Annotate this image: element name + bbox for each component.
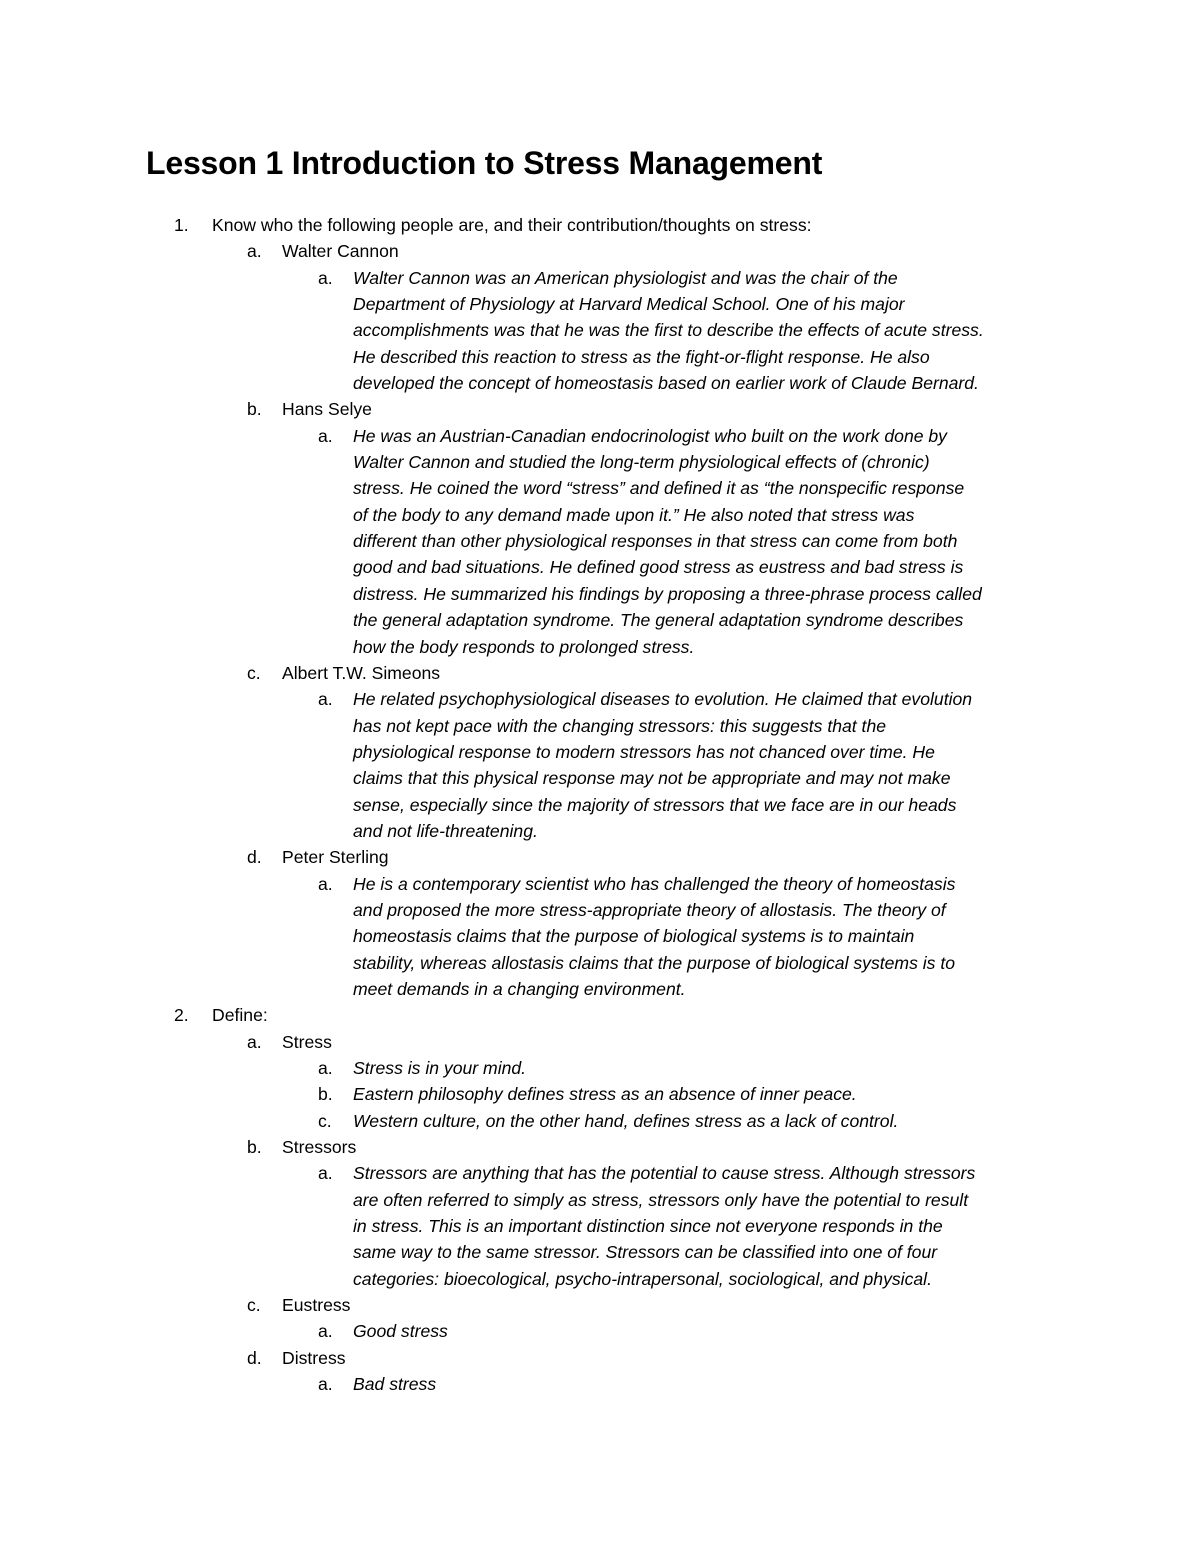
answer-line-text: sense, especially since the majority of stressors that we face are in our heads xyxy=(353,794,957,815)
section-item-text: Define: xyxy=(212,1005,268,1026)
answer-line-text: and not life-threatening. xyxy=(353,820,538,841)
answer-line xyxy=(0,1187,1200,1213)
list-marker: 1. xyxy=(174,215,189,235)
term-heading-text: Albert T.W. Simeons xyxy=(282,662,441,683)
term-heading-text: Peter Sterling xyxy=(282,847,389,868)
list-marker: 2. xyxy=(174,1005,189,1026)
list-marker: b. xyxy=(318,1084,333,1105)
answer-line-text: same way to the same stressor. Stressors can be classified into one of four xyxy=(353,1242,938,1263)
answer-line xyxy=(0,344,1200,370)
list-marker: c. xyxy=(247,1295,261,1316)
list-marker: a. xyxy=(318,1321,333,1342)
answer-line-text: are often referred to simply as stress, stressors only have the potential to result xyxy=(353,1189,969,1210)
term-heading xyxy=(0,844,1200,870)
term-heading-text: Stressors xyxy=(282,1137,357,1158)
answer-line-text: claims that this physical response may not be appropriate and may not make xyxy=(353,768,951,789)
answer-item-text: Good stress xyxy=(353,1321,448,1342)
answer-line xyxy=(0,1213,1200,1239)
answer-line-text: stability, whereas allostasis claims that the purpose of biological systems is to xyxy=(353,952,956,973)
term-heading-text: Distress xyxy=(282,1347,346,1368)
answer-line-text: homeostasis claims that the purpose of biological systems is to maintain xyxy=(353,926,915,947)
answer-line-text: stress. He coined the word “stress” and defined it as “the nonspecific response xyxy=(353,478,965,499)
answer-line xyxy=(0,765,1200,791)
answer-line-text: categories: bioecological, psycho-intrapersonal, sociological, and physical. xyxy=(353,1268,932,1289)
list-marker: a. xyxy=(318,1374,333,1395)
answer-line-text: accomplishments was that he was the first to describe the effects of acute stress. xyxy=(353,320,984,341)
answer-item xyxy=(0,1108,1200,1134)
answer-line-text: of the body to any demand made upon it.” He also noted that stress was xyxy=(353,504,915,525)
answer-item-text: Eastern philosophy defines stress as an absence of inner peace. xyxy=(353,1084,857,1105)
answer-item xyxy=(0,423,1200,449)
answer-line xyxy=(0,528,1200,554)
answer-line-text: in stress. This is an important distinction since not everyone responds in the xyxy=(353,1216,943,1237)
list-marker: a. xyxy=(247,1031,262,1052)
answer-line-text: Walter Cannon and studied the long-term physiological effects of (chronic) xyxy=(353,452,930,473)
list-marker: c. xyxy=(247,662,261,683)
answer-line xyxy=(0,976,1200,1002)
list-marker: a. xyxy=(318,689,333,710)
answer-line xyxy=(0,1239,1200,1265)
answer-line-text: distress. He summarized his findings by proposing a three-phrase process called xyxy=(353,583,982,604)
answer-line xyxy=(0,818,1200,844)
list-marker: a. xyxy=(318,1163,333,1184)
term-heading xyxy=(0,1292,1200,1318)
answer-line xyxy=(0,1266,1200,1292)
list-marker: a. xyxy=(318,425,333,446)
term-heading xyxy=(0,238,1200,264)
answer-line-text: good and bad situations. He defined good stress as eustress and bad stress is xyxy=(353,557,964,578)
answer-item xyxy=(0,265,1200,291)
answer-line-text: how the body responds to prolonged stress. xyxy=(353,636,695,657)
term-heading-text: Stress xyxy=(282,1031,332,1052)
answer-item xyxy=(0,1081,1200,1107)
answer-line-text: and proposed the more stress-appropriate theory of allostasis. The theory of xyxy=(353,899,946,920)
answer-line-text: the general adaptation syndrome. The general adaptation syndrome describes xyxy=(353,610,964,631)
answer-line xyxy=(0,554,1200,580)
answer-item xyxy=(0,1318,1200,1344)
answer-item-text: Stress is in your mind. xyxy=(353,1058,527,1078)
answer-item xyxy=(0,871,1200,897)
list-marker: b. xyxy=(247,399,262,420)
answer-line xyxy=(0,607,1200,633)
answer-item-text: Western culture, on the other hand, defines stress as a lack of control. xyxy=(353,1110,899,1131)
answer-item-text: He was an Austrian-Canadian endocrinologist who built on the work done by xyxy=(353,425,947,446)
answer-line xyxy=(0,291,1200,317)
list-marker: c. xyxy=(318,1110,332,1131)
list-marker: d. xyxy=(247,847,262,868)
list-marker: a. xyxy=(318,1058,333,1078)
answer-line-text: developed the concept of homeostasis based on earlier work of Claude Bernard. xyxy=(353,373,979,394)
list-marker: a. xyxy=(247,241,262,262)
answer-line-text: Department of Physiology at Harvard Medical School. One of his major xyxy=(353,294,905,315)
answer-line-text: different than other physiological responses in that stress can come from both xyxy=(353,531,958,552)
answer-item-text: Stressors are anything that has the potential to cause stress. Although stressors xyxy=(353,1163,976,1184)
page-title: Lesson 1 Introduction to Stress Management xyxy=(146,145,823,181)
answer-line xyxy=(0,923,1200,949)
answer-item xyxy=(0,1371,1200,1397)
answer-item-text: Bad stress xyxy=(353,1374,437,1395)
term-heading xyxy=(0,660,1200,686)
term-heading xyxy=(0,1345,1200,1371)
list-marker: a. xyxy=(318,873,333,894)
term-heading xyxy=(0,1029,1200,1055)
answer-line xyxy=(0,792,1200,818)
answer-line xyxy=(0,581,1200,607)
section-item xyxy=(0,212,1200,238)
answer-item-text: He is a contemporary scientist who has challenged the theory of homeostasis xyxy=(353,873,956,894)
answer-line xyxy=(0,634,1200,660)
answer-line xyxy=(0,475,1200,501)
answer-line xyxy=(0,739,1200,765)
term-heading xyxy=(0,1134,1200,1160)
answer-line xyxy=(0,449,1200,475)
term-heading-text: Walter Cannon xyxy=(282,241,399,262)
section-item xyxy=(0,1002,1200,1028)
section-item-text: Know who the following people are, and their contribution/thoughts on stress: xyxy=(212,215,812,235)
answer-line xyxy=(0,713,1200,739)
answer-item-text: Walter Cannon was an American physiologist and was the chair of the xyxy=(353,267,898,288)
answer-item xyxy=(0,686,1200,712)
answer-line-text: physiological response to modern stressors has not chanced over time. He xyxy=(353,741,935,762)
answer-item xyxy=(0,1055,1200,1081)
answer-line xyxy=(0,950,1200,976)
answer-line-text: has not kept pace with the changing stressors: this suggests that the xyxy=(353,715,887,736)
term-heading xyxy=(0,396,1200,422)
answer-item-text: He related psychophysiological diseases to evolution. He claimed that evolution xyxy=(353,689,973,710)
term-heading-text: Eustress xyxy=(282,1295,351,1316)
answer-line xyxy=(0,370,1200,396)
list-marker: a. xyxy=(318,267,333,288)
outline-list xyxy=(0,212,1200,1397)
answer-line xyxy=(0,502,1200,528)
list-marker: b. xyxy=(247,1137,262,1158)
answer-line xyxy=(0,897,1200,923)
list-marker: d. xyxy=(247,1347,262,1368)
answer-line xyxy=(0,317,1200,343)
answer-item xyxy=(0,1160,1200,1186)
answer-line-text: He described this reaction to stress as the fight-or-flight response. He also xyxy=(353,346,930,367)
answer-line-text: meet demands in a changing environment. xyxy=(353,978,686,999)
term-heading-text: Hans Selye xyxy=(282,399,372,420)
